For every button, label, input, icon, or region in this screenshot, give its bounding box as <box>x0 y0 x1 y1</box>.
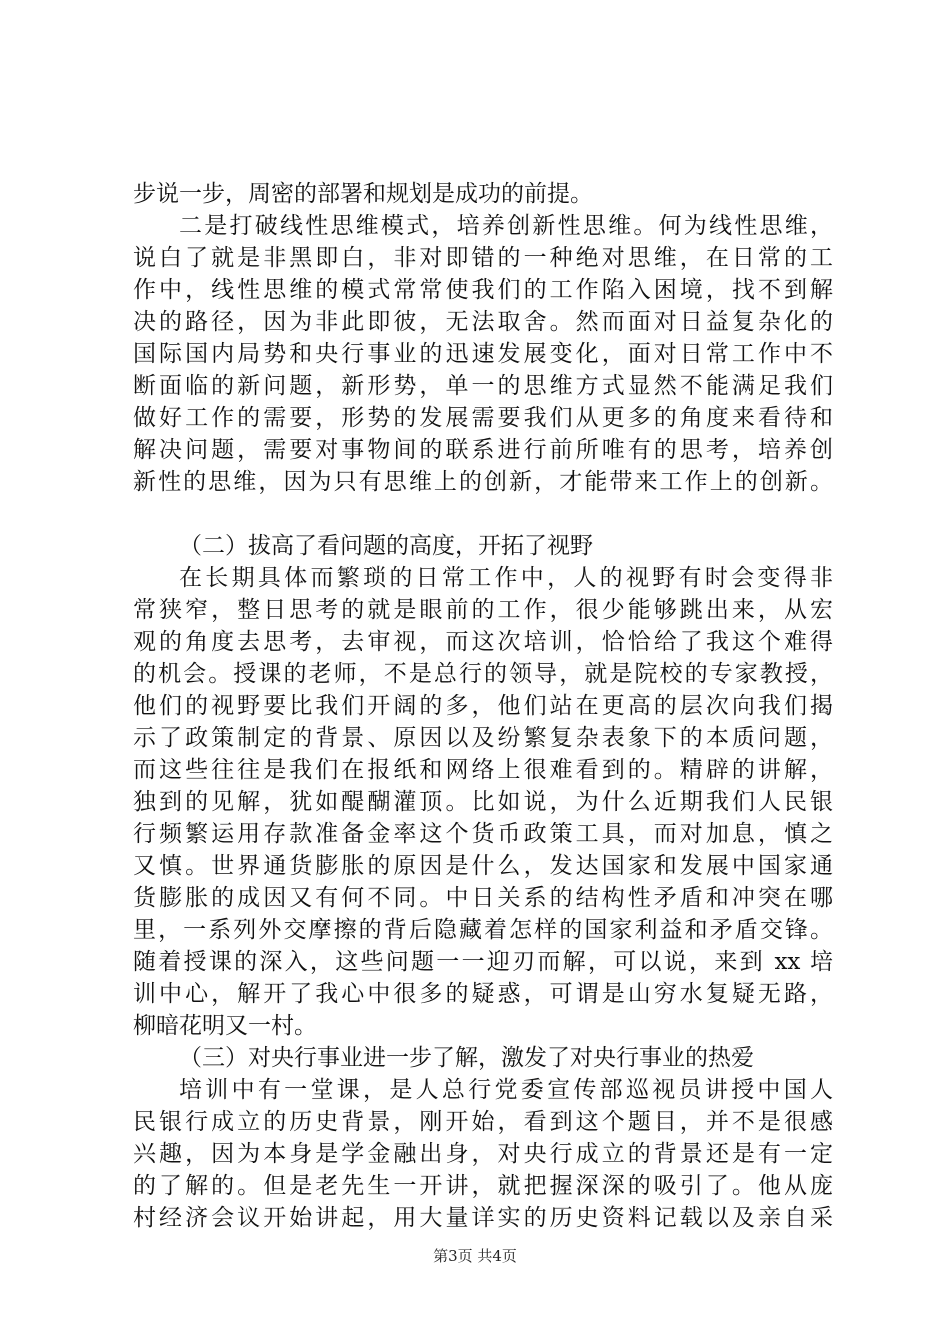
paragraph-line: 的机会。授课的老师，不是总行的领导，就是院校的专家教授， <box>133 661 833 687</box>
body-text <box>133 178 833 1234</box>
paragraph-line: 民银行成立的历史背景，刚开始，看到这个题目，并不是很感 <box>133 1109 833 1135</box>
paragraph-line: 独到的见解，犹如醍醐灌顶。比如说，为什么近期我们人民银 <box>133 789 833 815</box>
paragraph-line: 解决问题，需要对事物间的联系进行前所唯有的思考，培养创 <box>133 437 833 463</box>
paragraph-line: 货膨胀的成因又有何不同。中日关系的结构性矛盾和冲突在哪 <box>133 885 833 911</box>
paragraph-line: 村经济会议开始讲起，用大量详实的历史资料记载以及亲自采 <box>133 1205 833 1231</box>
paragraph-line: 做好工作的需要，形势的发展需要我们从更多的角度来看待和 <box>133 405 833 431</box>
paragraph-line: 二是打破线性思维模式，培养创新性思维。何为线性思维， <box>179 213 833 239</box>
paragraph-line: 步说一步，周密的部署和规划是成功的前提。 <box>133 181 593 207</box>
paragraph-line: 里，一系列外交摩擦的背后隐藏着怎样的国家利益和矛盾交锋。 <box>133 917 833 943</box>
paragraph-line: 示了政策制定的背景、原因以及纷繁复杂表象下的本质问题， <box>133 725 833 751</box>
paragraph-line: 他们的视野要比我们开阔的多，他们站在更高的层次向我们揭 <box>133 693 833 719</box>
paragraph-line: 国际国内局势和央行事业的迅速发展变化，面对日常工作中不 <box>133 341 833 367</box>
paragraph-line: 培训中有一堂课，是人总行党委宣传部巡视员讲授中国人 <box>179 1077 833 1103</box>
paragraph-line: 而这些往往是我们在报纸和网络上很难看到的。精辟的讲解， <box>133 757 833 783</box>
paragraph-line: 断面临的新问题，新形势，单一的思维方式显然不能满足我们 <box>133 373 833 399</box>
paragraph-line: 作中，线性思维的模式常常使我们的工作陷入困境，找不到解 <box>133 277 833 303</box>
paragraph-line: 行频繁运用存款准备金率这个货币政策工具，而对加息，慎之 <box>133 821 833 847</box>
paragraph-line: 训中心，解开了我心中很多的疑惑，可谓是山穷水复疑无路， <box>133 981 833 1007</box>
paragraph-line: 又慎。世界通货膨胀的原因是什么，发达国家和发展中国家通 <box>133 853 833 879</box>
paragraph-line: 在长期具体而繁琐的日常工作中，人的视野有时会变得非 <box>179 565 833 591</box>
paragraph-line: 常狭窄，整日思考的就是眼前的工作，很少能够跳出来，从宏 <box>133 597 833 623</box>
paragraph-line: 随着授课的深入，这些问题一一迎刃而解，可以说，来到 xx 培 <box>133 949 833 975</box>
paragraph-line: 新性的思维，因为只有思维上的创新，才能带来工作上的创新。 <box>133 469 833 495</box>
paragraph-line: 的了解的。但是老先生一开讲，就把握深深的吸引了。他从庞 <box>133 1173 833 1199</box>
paragraph-line: 柳暗花明又一村。 <box>133 1013 317 1039</box>
page-number-footer: 第3页 共4页 <box>433 1247 517 1265</box>
paragraph-gap <box>133 498 833 530</box>
paragraph-line: 观的角度去思考，去审视，而这次培训，恰恰给了我这个难得 <box>133 629 833 655</box>
section-heading: （三）对央行事业进一步了解，激发了对央行事业的热爱 <box>179 1045 754 1071</box>
paragraph-line: 兴趣，因为本身是学金融出身，对央行成立的背景还是有一定 <box>133 1141 833 1167</box>
section-heading: （二）拔高了看问题的高度，开拓了视野 <box>179 533 593 559</box>
paragraph-line: 决的路径，因为非此即彼，无法取舍。然而面对日益复杂化的 <box>133 309 833 335</box>
paragraph-line: 说白了就是非黑即白，非对即错的一种绝对思维，在日常的工 <box>133 245 833 271</box>
